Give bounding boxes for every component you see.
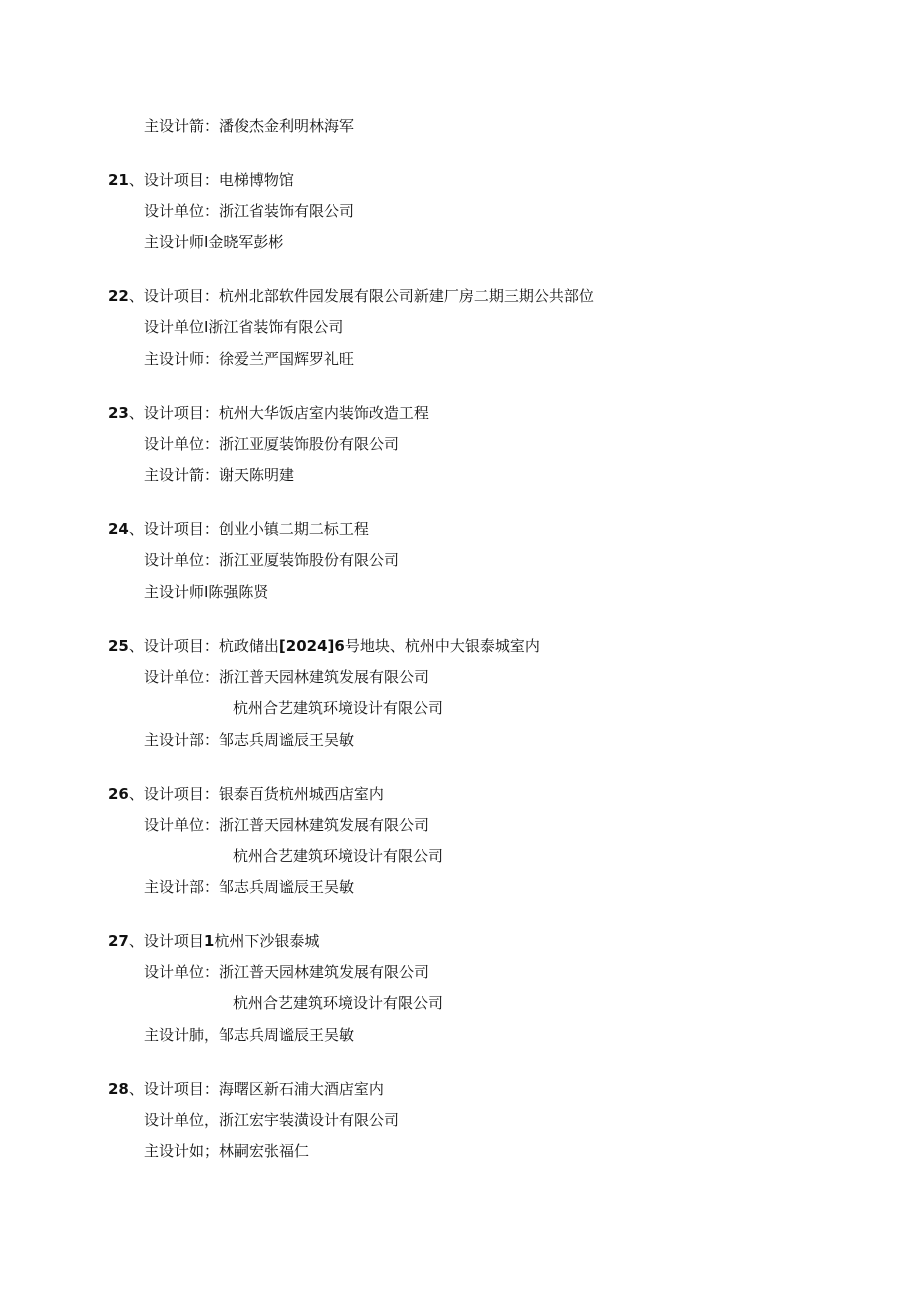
entry-24-unit: 设计单位：浙江亚厦装饰股份有限公司 bbox=[144, 551, 400, 569]
project-text: 设计项目：电梯博物馆 bbox=[143, 171, 294, 189]
entry-28-unit: 设计单位，浙江宏宇装潢设计有限公司 bbox=[144, 1111, 400, 1129]
entry-separator: 、 bbox=[128, 637, 144, 655]
entry-27-designer: 主设计肺，邹志兵周谧辰王吴敏 bbox=[144, 1026, 355, 1044]
entry-26-project bbox=[108, 785, 384, 803]
project-text: 设计项目：海曙区新石浦大酒店室内 bbox=[143, 1080, 384, 1098]
entry-27-project bbox=[108, 932, 319, 950]
entry-26-designer: 主设计部：邹志兵周谧辰王吴敏 bbox=[144, 878, 355, 896]
entry-22-designer: 主设计师：徐爱兰严国辉罗礼旺 bbox=[144, 350, 355, 368]
entry-number: 23 bbox=[108, 404, 129, 422]
project-text-prefix: 设计项目 bbox=[143, 932, 204, 950]
entry-21-project bbox=[108, 171, 294, 189]
project-text: 设计项目：杭州北部软件园发展有限公司新建厂房二期三期公共部位 bbox=[143, 287, 594, 305]
entry-24-project bbox=[108, 520, 369, 538]
entry-number: 26 bbox=[108, 785, 129, 803]
entry-26-unit-2: 杭州合艺建筑环境设计有限公司 bbox=[233, 847, 444, 865]
entry-separator: 、 bbox=[128, 404, 144, 422]
entry-21-unit: 设计单位：浙江省装饰有限公司 bbox=[144, 202, 355, 220]
entry-number: 27 bbox=[108, 932, 129, 950]
project-text-prefix: 设计项目：杭政储出 bbox=[143, 637, 279, 655]
entry-25-unit: 设计单位：浙江普天园林建筑发展有限公司 bbox=[144, 668, 430, 686]
entry-23-project bbox=[108, 404, 429, 422]
entry-25-unit-2: 杭州合艺建筑环境设计有限公司 bbox=[233, 699, 444, 717]
project-text: 设计项目：银泰百货杭州城西店室内 bbox=[143, 785, 384, 803]
entry-22-unit: 设计单位I浙江省装饰有限公司 bbox=[144, 318, 344, 336]
project-text-bold: 1 bbox=[203, 932, 215, 950]
project-text-bold: [2024]6 bbox=[278, 637, 345, 655]
entry-24-designer: 主设计师I陈强陈贤 bbox=[144, 583, 269, 601]
lead-designer-line: 主设计箭：潘俊杰金利明林海军 bbox=[144, 117, 355, 135]
entry-22-project bbox=[108, 287, 594, 305]
project-text: 设计项目：创业小镇二期二标工程 bbox=[143, 520, 369, 538]
entry-26-unit: 设计单位：浙江普天园林建筑发展有限公司 bbox=[144, 816, 430, 834]
entry-separator: 、 bbox=[128, 932, 144, 950]
entry-number: 28 bbox=[108, 1080, 129, 1098]
entry-25-designer: 主设计部：邹志兵周谧辰王吴敏 bbox=[144, 731, 355, 749]
project-text-suffix: 号地块、杭州中大银泰城室内 bbox=[344, 637, 540, 655]
project-text: 设计项目：杭州大华饭店室内装饰改造工程 bbox=[143, 404, 429, 422]
entry-25-project bbox=[108, 637, 540, 655]
entry-separator: 、 bbox=[128, 520, 144, 538]
entry-23-unit: 设计单位：浙江亚厦装饰股份有限公司 bbox=[144, 435, 400, 453]
entry-separator: 、 bbox=[128, 171, 144, 189]
entry-number: 22 bbox=[108, 287, 129, 305]
entry-27-unit-2: 杭州合艺建筑环境设计有限公司 bbox=[233, 994, 444, 1012]
entry-28-designer: 主设计如；林嗣宏张福仁 bbox=[144, 1142, 310, 1160]
entry-21-designer: 主设计师I金晓军彭彬 bbox=[144, 233, 284, 251]
entry-separator: 、 bbox=[128, 1080, 144, 1098]
entry-number: 25 bbox=[108, 637, 129, 655]
project-text-suffix: 杭州下沙银泰城 bbox=[214, 932, 320, 950]
entry-27-unit: 设计单位：浙江普天园林建筑发展有限公司 bbox=[144, 963, 430, 981]
entry-number: 21 bbox=[108, 171, 129, 189]
entry-23-designer: 主设计箭：谢天陈明建 bbox=[144, 466, 295, 484]
entry-28-project bbox=[108, 1080, 384, 1098]
entry-number: 24 bbox=[108, 520, 129, 538]
entry-separator: 、 bbox=[128, 785, 144, 803]
entry-separator: 、 bbox=[128, 287, 144, 305]
